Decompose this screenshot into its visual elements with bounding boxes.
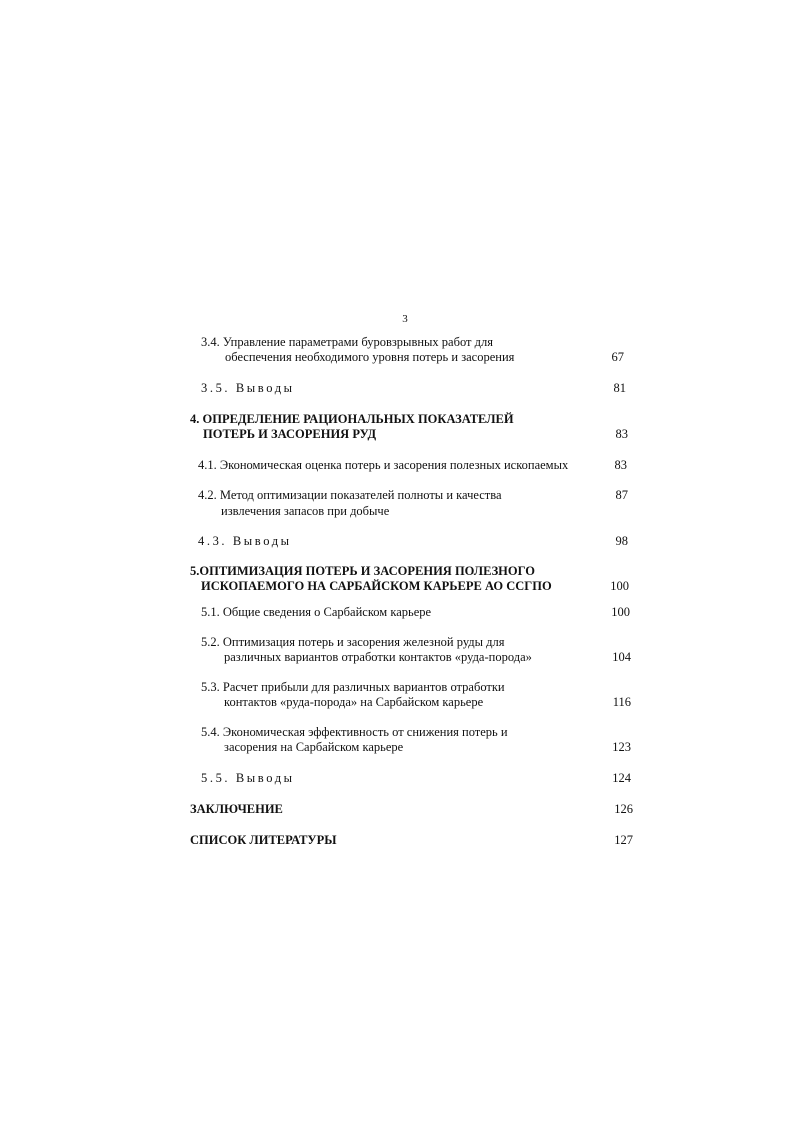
toc-entry-5-4-page: 123 <box>612 740 631 754</box>
toc-entry-conclusion-page: 126 <box>614 802 633 816</box>
toc-entry-4-page: 83 <box>615 427 628 441</box>
toc-entry-3-4-line-1: 3.4. Управление параметрами буровзрывных работ для <box>201 335 493 349</box>
toc-entry-4-line-2: ПОТЕРЬ И ЗАСОРЕНИЯ РУД <box>203 427 377 441</box>
toc-entry-4-1-line-1: 4.1. Экономическая оценка потерь и засорения полезных ископаемых <box>198 458 569 472</box>
toc-entry-3-4-line-2: обеспечения необходимого уровня потерь и засорения <box>225 350 515 364</box>
toc-entry-5-5-line-1: 5.5. Выводы <box>201 771 295 785</box>
toc-entry-4-3-line-1: 4.3. Выводы <box>198 534 292 548</box>
page-number: 3 <box>402 313 408 325</box>
toc-entry-5-2-line-1: 5.2. Оптимизация потерь и засорения железной руды для <box>201 635 505 649</box>
toc-entry-3-5-page: 81 <box>613 381 626 395</box>
toc-entry-4-2-line-1: 4.2. Метод оптимизации показателей полноты и качества <box>198 488 502 502</box>
toc-entry-references-page: 127 <box>614 833 633 847</box>
toc-entry-5-page: 100 <box>610 579 629 593</box>
toc-entry-5-2-page: 104 <box>612 650 631 664</box>
toc-entry-4-3-page: 98 <box>615 534 628 548</box>
toc-entry-4-line-1: 4. ОПРЕДЕЛЕНИЕ РАЦИОНАЛЬНЫХ ПОКАЗАТЕЛЕЙ <box>190 412 514 426</box>
toc-entry-5-3-page: 116 <box>612 695 631 709</box>
toc-entry-5-line-1: 5.ОПТИМИЗАЦИЯ ПОТЕРЬ И ЗАСОРЕНИЯ ПОЛЕЗНОГО <box>190 564 535 578</box>
toc-entry-5-5-page: 124 <box>612 771 631 785</box>
toc-entry-5-3-line-2: контактов «руда-порода» на Сарбайском карьере <box>224 695 484 709</box>
toc-entry-4-2-page: 87 <box>615 488 628 502</box>
toc-entry-5-4-line-2: засорения на Сарбайском карьере <box>224 740 404 754</box>
toc-entry-4-2-line-2: извлечения запасов при добыче <box>221 504 390 518</box>
toc-entry-5-1-line-1: 5.1. Общие сведения о Сарбайском карьере <box>201 605 432 619</box>
toc-entry-3-4-page: 67 <box>611 350 624 364</box>
toc-entry-5-3-line-1: 5.3. Расчет прибыли для различных вариантов отработки <box>201 680 505 694</box>
toc-entry-5-line-2: ИСКОПАЕМОГО НА САРБАЙСКОМ КАРЬЕРЕ АО ССГПО <box>201 579 552 593</box>
toc-entry-3-5-line-1: 3.5. Выводы <box>201 381 295 395</box>
toc-entry-5-2-line-2: различных вариантов отработки контактов «руда-порода» <box>224 650 532 664</box>
toc-entry-references-line-1: СПИСОК ЛИТЕРАТУРЫ <box>190 833 337 847</box>
toc-entry-4-1-page: 83 <box>614 458 627 472</box>
toc-entry-5-4-line-1: 5.4. Экономическая эффективность от снижения потерь и <box>201 725 508 739</box>
toc-entry-conclusion-line-1: ЗАКЛЮЧЕНИЕ <box>190 802 283 816</box>
toc-entry-5-1-page: 100 <box>611 605 630 619</box>
